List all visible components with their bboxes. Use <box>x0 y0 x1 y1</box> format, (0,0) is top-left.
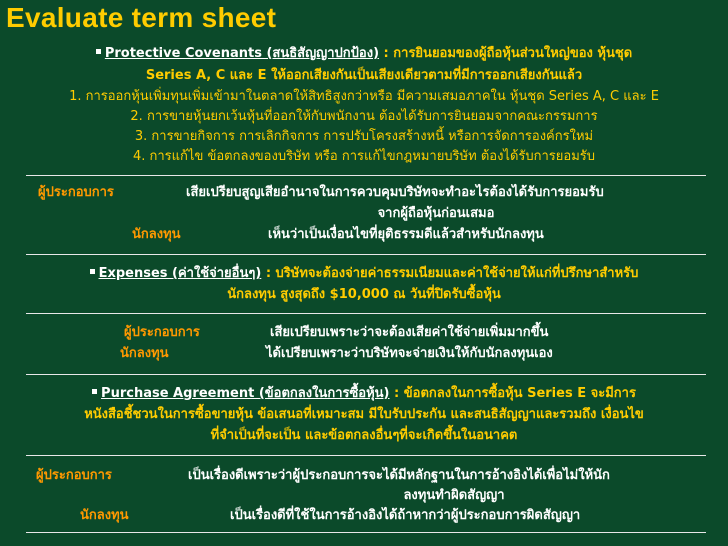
divider <box>26 175 706 176</box>
expenses-desc-2: นักลงทุน สูงสุดถึง $10,000 ณ วันที่ปิดรับซื้อหุ้น <box>227 287 501 302</box>
expenses-heading-line <box>0 264 728 284</box>
covenants-item-2: 2. การขายหุ้นยกเว้นหุ้นที่ออกให้กับพนักงาน ต้องได้รับการยินยอมจากคณะกรรมการ <box>130 109 598 124</box>
purchase-investor-text: เป็นเรื่องดีที่ใช้ในการอ้างอิงได้ถ้าหากว่าผู้ประกอบการผิดสัญญา <box>230 508 581 523</box>
purchase-desc-1: : ข้อตกลงในการซื้อหุ้น Series E จะมีการ <box>389 386 636 401</box>
purchase-heading: Purchase Agreement (ข้อตกลงในการซื้อหุ้น) <box>101 386 390 401</box>
purchase-desc-3: ที่จำเป็นที่จะเป็น และข้อตกลงอื่นๆที่จะเกิดขึ้นในอนาคต <box>210 428 518 443</box>
divider <box>26 532 706 533</box>
divider <box>26 455 706 456</box>
expenses-heading: Expenses (ค่าใช้จ่ายอื่นๆ) <box>98 266 262 281</box>
expenses-entrepreneur-label: ผู้ประกอบการ <box>124 325 200 340</box>
covenants-item-3: 3. การขายกิจการ การเลิกกิจการ การปรับโครงสร้างหนี้ หรือการจัดการองค์กรใหม่ <box>134 129 594 144</box>
covenants-item-4: 4. การแก้ไข ข้อตกลงของบริษัท หรือ การแก้ไขกฎหมายบริษัท ต้องได้รับการยอมรับ <box>132 149 596 164</box>
purchase-entrepreneur-text-1: เป็นเรื่องดีเพราะว่าผู้ประกอบการจะได้มีหลักฐานในการอ้างอิงได้เพื่อไม่ให้นัก <box>188 468 610 483</box>
covenants-desc-1: : การยินยอมของผู้ถือหุ้นส่วนใหญ่ของ หุ้นชุด <box>379 46 633 61</box>
divider <box>26 374 706 375</box>
divider <box>26 313 706 314</box>
covenants-heading-line <box>0 44 728 64</box>
covenants-investor-label: นักลงทุน <box>132 227 181 242</box>
slide-title: Evaluate term sheet <box>6 2 277 33</box>
purchase-desc-2: หนังสือชี้ชวนในการซื้อขายหุ้น ข้อเสนอที่เหมาะสม มีใบรับประกัน และสนธิสัญญาและรวมถึง เงื่อนไข <box>84 407 644 422</box>
covenants-item-1: 1. การออกหุ้นเพิ่มทุนเพิ่มเข้ามาในตลาดให้สิทธิสูงกว่าหรือ มีความเสมอภาคใน หุ้นชุด Series A, C และ E <box>69 89 659 104</box>
covenants-heading: Protective Covenants (สนธิสัญญาปกป้อง) <box>104 46 380 61</box>
expenses-investor-text: ได้เปรียบเพราะว่าบริษัทจะจ่ายเงินให้กับนักลงทุนเอง <box>266 346 553 361</box>
covenants-investor-text: เห็นว่าเป็นเงื่อนไขที่ยุติธรรมดีแล้วสำหรับนักลงทุน <box>268 227 544 242</box>
purchase-entrepreneur-text-2: ลงทุนทำผิดสัญญา <box>403 488 505 503</box>
expenses-investor-label: นักลงทุน <box>120 346 169 361</box>
divider <box>26 254 706 255</box>
bullet-icon <box>90 269 95 274</box>
purchase-heading-line <box>0 384 728 404</box>
covenants-entrepreneur-label: ผู้ประกอบการ <box>38 185 114 200</box>
expenses-desc-1: : บริษัทจะต้องจ่ายค่าธรรมเนียมและค่าใช้จ่ายให้แก่ที่ปรึกษาสำหรับ <box>261 266 639 281</box>
covenants-entrepreneur-text-1: เสียเปรียบสูญเสียอำนาจในการควบคุมบริษัทจะทำอะไรต้องได้รับการยอมรับ <box>186 185 604 200</box>
covenants-entrepreneur-text-2: จากผู้ถือหุ้นก่อนเสมอ <box>377 206 495 221</box>
bullet-icon <box>92 389 97 394</box>
covenants-desc-2: Series A, C และ E ให้ออกเสียงกันเป็นเสียงเดียวตามที่มีการออกเสียงกันแล้ว <box>145 68 583 83</box>
bullet-icon <box>96 49 101 54</box>
purchase-entrepreneur-label: ผู้ประกอบการ <box>36 468 112 483</box>
expenses-entrepreneur-text: เสียเปรียบเพราะว่าจะต้องเสียค่าใช้จ่ายเพิ่มมากขึ้น <box>270 325 549 340</box>
purchase-investor-label: นักลงทุน <box>80 508 129 523</box>
